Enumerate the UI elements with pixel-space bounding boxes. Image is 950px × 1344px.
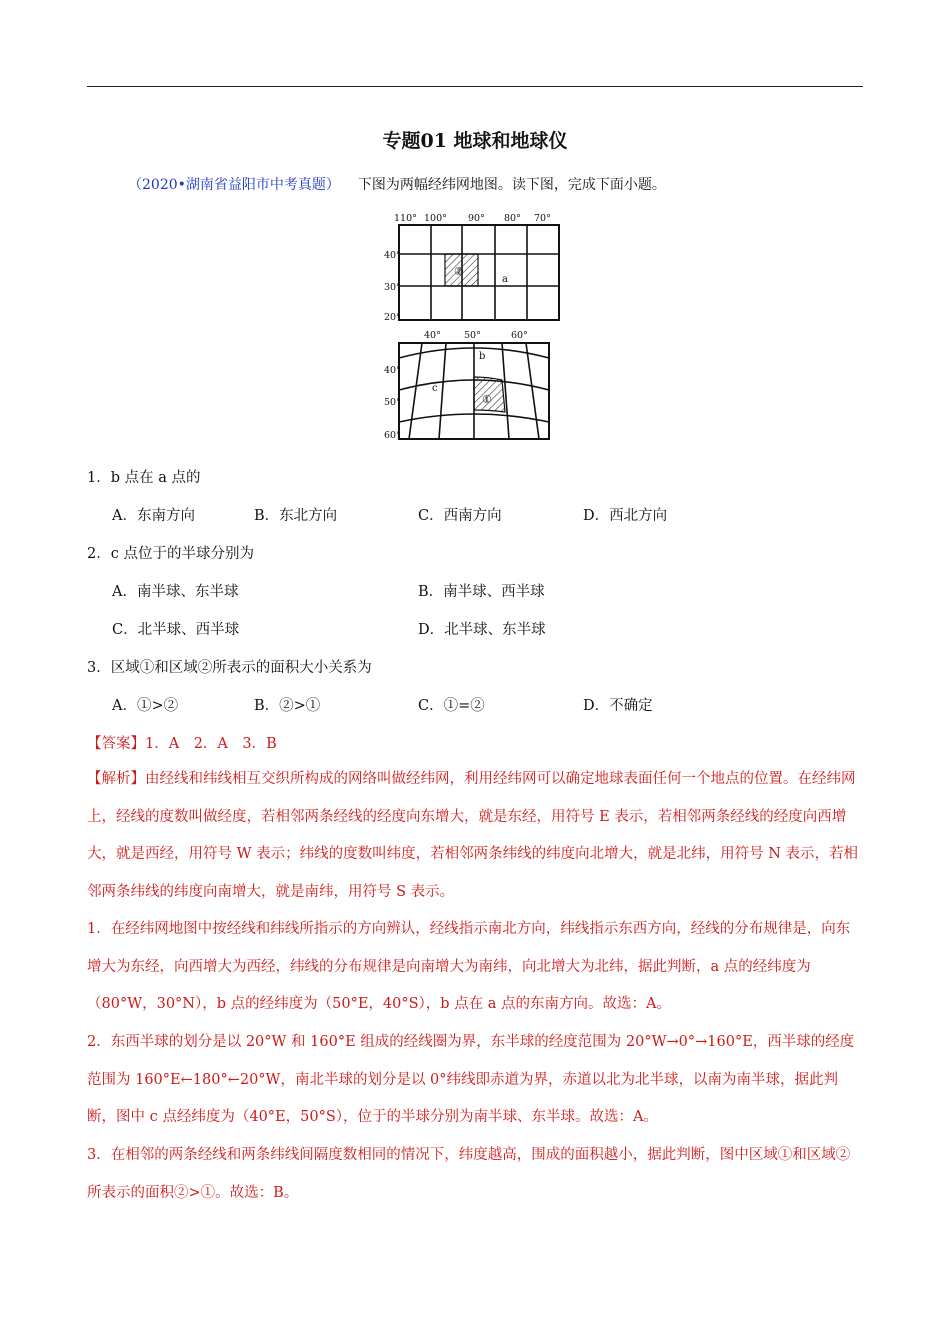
map-2 [384, 330, 549, 441]
q3-option-b[interactable]: B．②>① [254, 698, 321, 714]
region-2-label: ② [454, 265, 464, 278]
q3-option-d[interactable]: D．不确定 [583, 698, 653, 714]
analysis-paragraph-2: 2．东西半球的划分是以 20°W 和 160°E 组成的经线圈为界，东半球的经度范围为 20°W→0°→160°E，西半球的经度范围为 160°E←180°←20°W，南北半球的划分是以 0°纬线即赤道为界，赤道以北为北半球，以南为南半球，据此判断，图中 c 点经纬度为（40°E，50°S），位于的半球分别为南半球、东半球。故选：A。 [87, 1034, 855, 1125]
map1-lat-label: 40° [384, 250, 401, 261]
answer-text: 1．A 2．A 3．B [145, 736, 277, 752]
map1-lon-label: 100° [424, 213, 447, 224]
map-1 [384, 213, 559, 323]
question-3-stem: 3．区域①和区域②所表示的面积大小关系为 [87, 660, 372, 676]
map1-lon-label: 80° [504, 213, 521, 224]
exam-source: （2020•湖南省益阳市中考真题） [128, 177, 340, 193]
analysis-intro-text: 由经线和纬线相互交织所构成的网络叫做经纬网，利用经纬网可以确定地球表面任何一个地点的位置。在经纬网上，经线的度数叫做经度，若相邻两条经线的经度向东增大，就是东经，用符号 E 表示，若相邻两条经线的经度向西增大，就是西经，用符号 W 表示；纬线的度数叫纬度，若相邻两条纬线的纬度向北增大，就是北纬，用符号 N 表示，若相邻两条纬线的纬度向南增大，就是南纬，用符号 S 表示。 [87, 771, 859, 900]
map1-lon-label: 70° [534, 213, 551, 224]
analysis-paragraph-3: 3．在相邻的两条经线和两条纬线间隔度数相同的情况下，纬度越高，围成的面积越小，据此判断，图中区域①和区域②所表示的面积②>①。故选：B。 [87, 1147, 851, 1201]
question-intro [128, 174, 666, 194]
q1-option-c[interactable]: C．西南方向 [418, 508, 502, 524]
point-c-label: c [432, 383, 438, 394]
q1-option-b[interactable]: B．东北方向 [254, 508, 338, 524]
map2-lat-label: 50° [384, 397, 401, 408]
graticule-figure [384, 210, 566, 444]
analysis-intro [87, 761, 863, 911]
q2-option-a[interactable]: A．南半球、东半球 [112, 584, 239, 600]
map2-lon-label: 40° [424, 330, 441, 341]
answer-label: 【答案】 [87, 736, 145, 752]
analysis-label: 【解析】 [87, 771, 145, 787]
q3-option-a[interactable]: A．①>② [112, 698, 179, 714]
map1-lat-label: 30° [384, 282, 401, 293]
q2-option-b[interactable]: B．南半球、西半球 [418, 584, 545, 600]
map1-lat-label: 20° [384, 312, 401, 323]
map2-lat-label: 40° [384, 365, 401, 376]
map2-lon-label: 50° [464, 330, 481, 341]
question-2-stem: 2．c 点位于的半球分别为 [87, 546, 254, 562]
answer-line [87, 732, 277, 753]
header-rule [87, 86, 863, 87]
q2-option-c[interactable]: C．北半球、西半球 [112, 622, 240, 638]
map2-lat-label: 60° [384, 430, 401, 441]
q1-option-d[interactable]: D．西北方向 [583, 508, 668, 524]
map1-lon-label: 110° [394, 213, 417, 224]
q2-option-d[interactable]: D．北半球、东半球 [418, 622, 546, 638]
point-b-label: b [479, 351, 486, 362]
region-1-label: ① [482, 393, 492, 406]
q1-option-a[interactable]: A．东南方向 [112, 508, 195, 524]
question-1-stem: 1．b 点在 a 点的 [87, 470, 201, 486]
point-a-label: a [502, 274, 508, 285]
map2-lon-label: 60° [511, 330, 528, 341]
intro-text: 下图为两幅经纬网地图。读下图，完成下面小题。 [357, 177, 666, 193]
q3-option-c[interactable]: C．①=② [418, 698, 485, 714]
map1-lon-label: 90° [468, 213, 485, 224]
analysis-paragraph-1: 1．在经纬网地图中按经线和纬线所指示的方向辨认，经线指示南北方向，纬线指示东西方向，经线的分布规律是，向东增大为东经，向西增大为西经，纬线的分布规律是向南增大为南纬，向北增大为北纬，据此判断，a 点的经纬度为（80°W，30°N），b 点的经纬度为（50°E，40°S），b 点在 a 点的东南方向。故选：A。 [87, 921, 851, 1012]
page-title: 专题01 地球和地球仪 [382, 130, 568, 152]
